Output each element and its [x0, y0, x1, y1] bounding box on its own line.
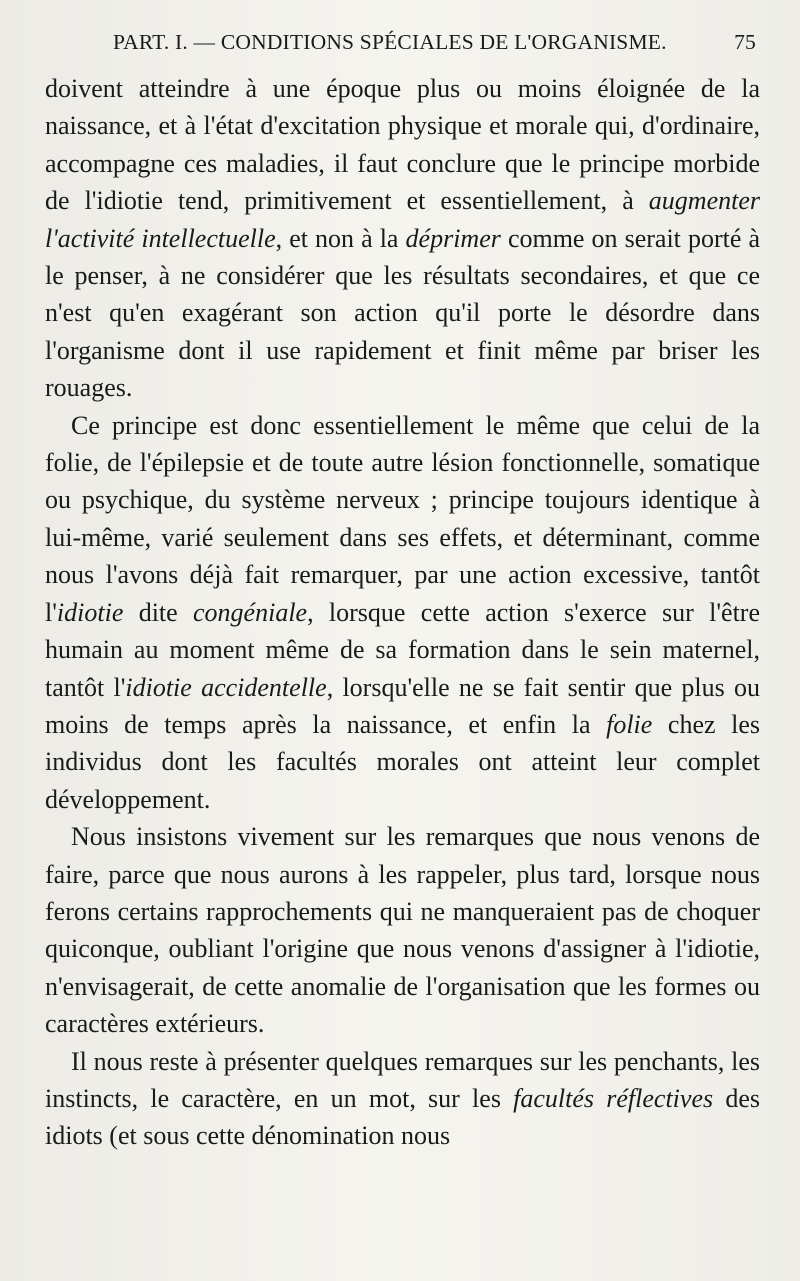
italic-run: déprimer — [405, 223, 501, 253]
text-run: Nous insistons vivement sur les remarques que nous venons de faire, parce que nous aurons à les rappeler, plus tard, lorsque nous ferons certains rapprochements qui ne manqueraient pas de choquer quiconque, oubliant l'origine que nous venons d'assigner à l'idiotie, n'envisagerait, de cette anomalie de l'organisation que les formes ou caractères extérieurs. — [45, 822, 760, 1039]
italic-run: augmenter l'activité intellectuelle — [45, 186, 760, 253]
text-run: des idiots (et sous cette dénomination nous — [45, 1083, 760, 1151]
italic-run: folie — [606, 709, 653, 739]
text-run: , lorsque cette action s'exerce sur l'être humain au moment même de sa formation dans le sein maternel, tantôt l' — [45, 597, 760, 702]
italic-run: facultés réflectives — [513, 1083, 714, 1113]
running-title: PART. I. — CONDITIONS SPÉCIALES DE L'ORGANISME. — [113, 30, 667, 54]
italic-run: congéniale — [193, 597, 308, 627]
paragraph-1 — [45, 70, 760, 407]
text-run: chez les individus dont les facultés morales ont atteint leur complet développement. — [45, 709, 760, 814]
body-text — [45, 70, 760, 1155]
text-run: comme on serait porté à le penser, à ne considérer que les résultats secondaires, et que ce n'est qu'en exagérant son action qu'il porte le désordre dans l'organisme dont il use rapidement et finit même par briser les rouages. — [45, 223, 760, 403]
page-number: 75 — [734, 30, 756, 54]
italic-run: idiotie — [56, 597, 124, 627]
text-run: , et non à la — [275, 223, 406, 253]
text-run: Ce principe est donc essentiellement le même que celui de la folie, de l'épilepsie et de toute autre lésion fonctionnelle, somatique ou psychique, du système nerveux ; principe toujours identique à lui-même, varié seulement dans ses effets, et déterminant, comme nous l'avons déjà fait remarquer, par une action excessive, tantôt l' — [45, 410, 760, 627]
paragraph-2 — [45, 407, 760, 818]
text-run: dite — [123, 597, 194, 627]
italic-run: idiotie accidentelle — [125, 672, 327, 702]
text-run: doivent atteindre à une époque plus ou moins éloignée de la naissance, et à l'état d'excitation physique et morale qui, d'ordinaire, accompagne ces maladies, il faut conclure que le principe morbide de l'idiotie tend, primitivement et essentiellement, à — [45, 74, 760, 216]
text-run: Il nous reste à présenter quelques remarques sur les penchants, les instincts, le caractère, en un mot, sur les — [45, 1046, 760, 1113]
text-run: , lorsqu'elle ne se fait sentir que plus ou moins de temps après la naissance, et enfin la — [45, 672, 761, 739]
paragraph-3 — [45, 818, 760, 1042]
paragraph-4 — [45, 1043, 760, 1155]
running-header — [45, 30, 760, 70]
